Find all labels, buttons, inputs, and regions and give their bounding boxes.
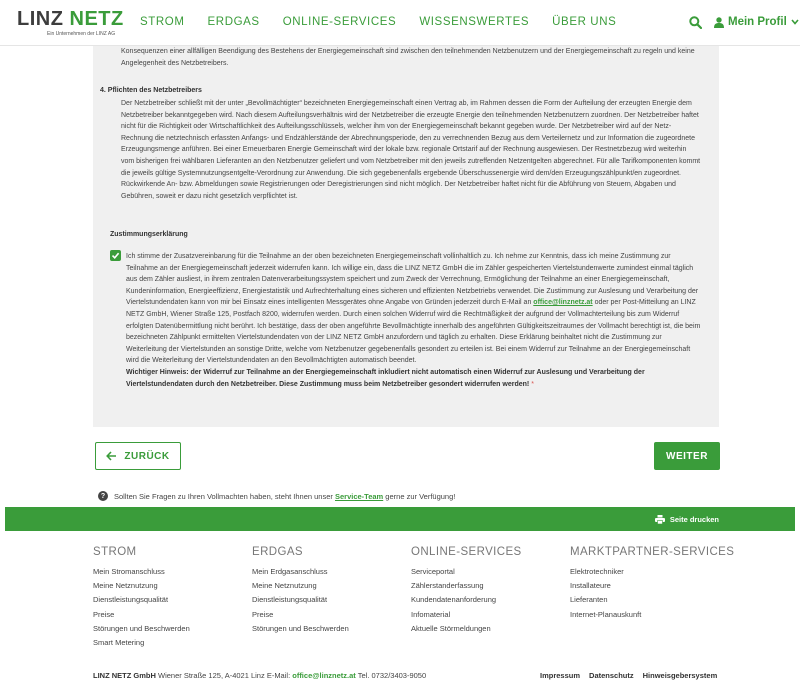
nav-erdgas[interactable]: ERDGAS [207, 16, 260, 28]
footer-link[interactable]: Meine Netznutzung [252, 581, 317, 591]
footer-link[interactable]: Störungen und Beschwerden [93, 623, 190, 633]
nav-strom[interactable]: STROM [140, 16, 185, 28]
footer-column-online-services [411, 546, 522, 636]
footer-link[interactable]: Installateure [570, 581, 611, 591]
footer-link[interactable]: Meine Netznutzung [93, 581, 158, 591]
footer-email-link[interactable]: office@linznetz.at [292, 671, 356, 680]
consent-title: Zustimmungserklärung [110, 231, 188, 238]
footer-link[interactable]: Kundendatenanforderung [411, 595, 497, 605]
terms-content [93, 46, 719, 427]
chevron-down-icon [791, 19, 799, 25]
logo-text: LINZ NETZ [17, 8, 124, 30]
print-bar [5, 507, 795, 531]
next-button[interactable]: WEITER [654, 442, 720, 470]
terms-paragraph-obligations: Der Netzbetreiber schließt mit der unter „Bevollmächtigter“ bezeichneten Energiegemeinschaft einen Vertrag ab, im Rahmen dessen die Form der Aufteilung der erzeugten Energie dem Netzbetreiber bekanntgegeben wird. Nach diesem Aufteilungsverhältnis wird der Netzbetreiber die erzeugte Energie den teilnehmenden Netzbenutzern zuordnen. Der Netzbetreiber haftet nicht für die Richtigkeit oder Wirtschaftlichkeit des Aufteilungsschlüssels, welcher ihm von der Energiegemeinschaft bekannt gegeben wurde. Der Netzbetreiber wird auf der Netz-Rechnung die netztechnisch erfassten Anfangs- und Endzählerstände der Abrechnungsperiode, den zu verrechnenden Bezug aus dem Verteilernetz und zur Information die zugeordnete Erzeugungsmenge anführen. Bei einer Erneuerbaren Energie Gemeinschaft wird der lokale bzw. regionale Ortstarif auf der Rechnung ausgewiesen. Der Restnetzbezug wird weiterhin vom bisherigen frei wählbaren Lieferanten an den Netzbenutzer geliefert und vom Netzbetreiber mit den jeweils zutreffenden Netzentgelten abgerechnet. Für alle Tarifkomponenten kommt die jeweils gültige Systemnutzungsentgelte-Verordnung zur Anwendung. Die sich gegebenenfalls ergebende Überschussenergie wird dem/den Erzeugungszählpunkt/en zugeordnet. Rückwirkende An- bzw. Abmeldungen sowie Registrierungen oder Deregistrierungen sind nicht möglich. Der Netzbetreiber haftet nicht für die Abführung von Steuern, Abgaben und Gebühren, soweit er dazu nicht gesetzlich verpflichtet ist. [121, 100, 701, 200]
back-button[interactable]: ZURÜCK [95, 442, 181, 470]
header [0, 0, 800, 46]
nav-wissenswertes[interactable]: WISSENSWERTES [419, 16, 530, 28]
logo[interactable] [17, 9, 124, 37]
footer-heading: MARKTPARTNER-SERVICES [570, 546, 735, 558]
office-email-link[interactable]: office@linznetz.at [533, 299, 593, 307]
service-team-link[interactable]: Service-Team [334, 491, 384, 501]
terms-paragraph-3-end: Konsequenzen einer allfälligen Beendigung des Bestehens der Energiegemeinschaft sind zwischen den teilnehmenden Netzbenutzern und der Energiegemeinschaft zu regeln und keine Angelegenheit des Netzbetreibers. [121, 48, 695, 67]
footer-heading: STROM [93, 546, 137, 558]
arrow-left-icon [106, 451, 117, 461]
checkmark-icon [111, 251, 120, 260]
main-nav [140, 16, 639, 28]
hinweisgebersystem-link[interactable]: Hinweisgebersystem [642, 671, 718, 680]
search-icon[interactable] [689, 16, 703, 30]
footer-link[interactable]: Mein Erdgasanschluss [252, 567, 328, 576]
footer-link[interactable]: Lieferanten [570, 595, 608, 605]
footer-link[interactable]: Störungen und Beschwerden [252, 623, 349, 633]
footer-link[interactable]: Dienstleistungsqualität [93, 595, 169, 605]
footer-link[interactable]: Smart Metering [93, 638, 145, 648]
footer-legal-links [540, 671, 717, 680]
datenschutz-link[interactable]: Datenschutz [589, 671, 634, 680]
footer-contact: LINZ NETZ GmbH Wiener Straße 125, A-4021 Linz E-Mail: office@linznetz.at Tel. 0732/3403-9050 [93, 671, 427, 680]
footer-link[interactable]: Zählerstanderfassung [411, 581, 484, 591]
footer-link[interactable]: Dienstleistungsqualität [252, 595, 328, 605]
footer-column-erdgas [252, 546, 349, 636]
footer-link[interactable]: Mein Stromanschluss [93, 567, 165, 576]
profile-label: Mein Profil [728, 16, 787, 28]
section-title-obligations: 4. Pflichten des Netzbetreibers [100, 87, 202, 94]
printer-icon [655, 515, 665, 524]
profile-menu[interactable] [714, 16, 799, 28]
footer-link[interactable]: Preise [93, 609, 115, 619]
footer-link[interactable]: Infomaterial [411, 609, 451, 619]
consent-text: Ich stimme der Zusatzvereinbarung für die Teilnahme an der oben bezeichneten Energiegemeinschaft vollinhaltlich zu. Ich nehme zur Kenntnis, dass ich meine Zustimmung zur Teilnahme an der Energiegemeinschaft jederzeit widerrufen kann. Ich willige ein, dass die LINZ NETZ GmbH die im Zähler gespeicherten Viertelstundenwerte zumindest einmal täglich aus dem Zähler ausliest, in ihrem zentralen Datenverarbeitungssystem speichert und zum Zweck der Verrechnung, Ermöglichung der Teilnahme an einer Energiegemeinschaft, Kundeninformation, Energieeffizienz, Energiestatistik und Aufrechterhaltung eines sicheren und effizienten Netzbetriebs verwendet. Die Zustimmung zur Auslesung und Verarbeitung der Viertelstundendaten kann von mir bei Einsatz eines intelligenten Messgerätes ohne Angabe von Gründen jederzeit durch E-Mail an office@linznetz.at oder per Post-Mitteilung an LINZ NETZ GmbH, Wiener Straße 125, Postfach 8200, widerrufen werden. Durch einen solchen Widerruf wird die Rechtmäßigkeit der aufgrund der Vollmachterteilung bis zum Widerruf erfolgten Datenübermittlung nicht berührt. Ich bestätige, dass der oben angeführte Bevollmächtigte innerhalb des angeführten Gültigkeitszeitraumes der Vollmacht berechtigt ist, die beim bezeichneten Zählpunkt ermittelten Viertelstundendaten von der LINZ NETZ GmbH anzufordern und täglich zu erhalten. Diese Erklärung beinhaltet nicht die Zustimmung zur Weiterleitung der Viertelstunden an sonstige Dritte, welche vom Netzbenutzer gegebenenfalls gesondert zu erteilen ist. Bei einem Widerruf zur Teilnahme an der Energiegemeinschaft wird die Weiterleitung der Viertelstundendaten an den Bevollmächtigten automatisch beendet. Wichtiger Hinweis: der Widerruf zur Teilnahme an der Energiegemeinschaft inkludiert nicht automatisch einen Widerruf zur Auslesung und Verarbeitung der Viertelstundendaten durch den Netzbetreiber. Diese Zustimmung muss beim Netzbetreiber gesondert widerrufen werden! * [126, 253, 701, 388]
footer-column-strom [93, 546, 190, 650]
consent-warning: Wichtiger Hinweis: der Widerruf zur Teilnahme an der Energiegemeinschaft inkludiert nicht automatisch einen Widerruf zur Auslesung und Verarbeitung der Viertelstundendaten durch den Netzbetreiber. Diese Zustimmung muss beim Netzbetreiber gesondert widerrufen werden! [126, 368, 645, 388]
footer-column-marktpartner [570, 546, 734, 622]
logo-subtitle: Ein Unternehmen der LINZ AG [47, 31, 116, 37]
consent-checkbox[interactable] [110, 250, 121, 261]
footer-heading: ONLINE-SERVICES [411, 546, 522, 558]
question-icon: ? [98, 491, 108, 501]
footer-heading: ERDGAS [252, 546, 303, 558]
footer-link[interactable]: Preise [252, 609, 274, 619]
footer-link[interactable]: Elektrotechniker [570, 567, 624, 576]
nav-ueber-uns[interactable]: ÜBER UNS [552, 16, 617, 28]
help-note: ? Sollten Sie Fragen zu Ihren Vollmachten haben, steht Ihnen unser Service-Team gerne zur Verfügung! [98, 491, 455, 501]
user-icon [714, 17, 724, 28]
nav-online-services[interactable]: ONLINE-SERVICES [282, 16, 397, 28]
impressum-link[interactable]: Impressum [540, 671, 581, 680]
footer-link[interactable]: Aktuelle Störmeldungen [411, 623, 491, 633]
print-page-button[interactable]: Seite drucken [655, 515, 719, 524]
footer-link[interactable]: Serviceportal [411, 567, 455, 576]
footer-link[interactable]: Internet-Planauskunft [570, 609, 642, 619]
required-marker: * [531, 380, 534, 388]
